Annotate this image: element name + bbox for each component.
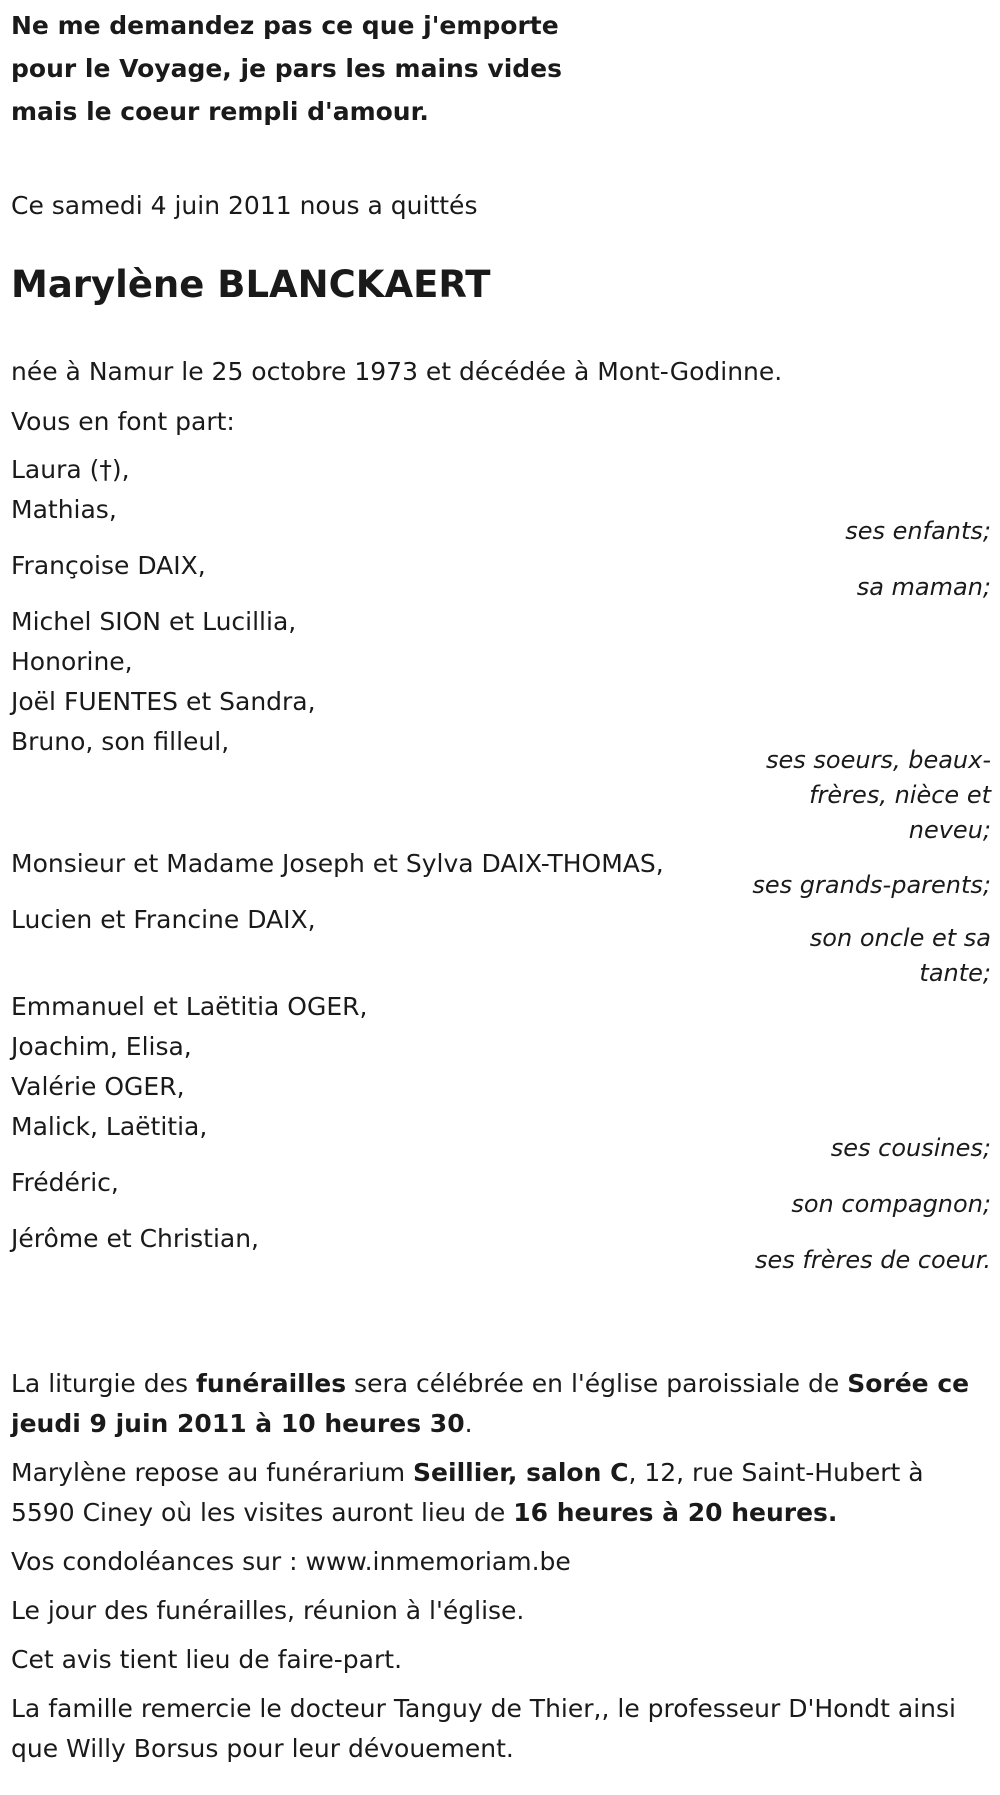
family-relation: ses enfants; (845, 517, 991, 545)
funeral-text: . (464, 1409, 473, 1438)
family-name: Emmanuel et Laëtitia OGER, (11, 992, 368, 1021)
rest-paragraph (11, 1453, 991, 1533)
rest-text: , 12, rue Saint-Hubert à 5590 Ciney où les visites auront lieu de (11, 1458, 924, 1527)
poem-line: pour le Voyage, je pars les mains vides (11, 54, 562, 83)
rest-text: Marylène repose au funérarium (11, 1458, 414, 1487)
family-relation: ses soeurs, beaux-frères, nièce et neveu; (766, 746, 991, 844)
closing-paragraphs (11, 1364, 991, 1778)
family-name: Mathias, (11, 495, 117, 524)
funeral-text: La liturgie des (11, 1369, 196, 1398)
family-group (11, 546, 991, 607)
family-group (11, 1219, 991, 1280)
family-name: Michel SION et Lucillia, (11, 607, 297, 636)
family-name: Malick, Laëtitia, (11, 1112, 208, 1141)
funeral-date: Sorée ce jeudi 9 juin 2011 à 10 heures 30 (11, 1369, 970, 1438)
family-group (11, 1163, 991, 1224)
poem-line: mais le coeur rempli d'amour. (11, 97, 429, 126)
poem (11, 4, 631, 133)
condolences-line: Vos condoléances sur : www.inmemoriam.be (11, 1547, 571, 1576)
family-name: Frédéric, (11, 1168, 119, 1197)
family-group (11, 987, 991, 1168)
family-relation: son oncle et sa tante; (809, 924, 991, 987)
family-group (11, 602, 991, 848)
family-name: Laura (†), (11, 455, 130, 484)
birth-line: née à Namur le 25 octobre 1973 et décédée à Mont-Godinne. (11, 357, 783, 386)
family-relation: ses cousines; (830, 1134, 991, 1162)
family-relation: sa maman; (856, 573, 991, 601)
family-relation: ses grands-parents; (752, 871, 991, 899)
family-relation: ses frères de coeur. (754, 1246, 991, 1274)
family-name: Françoise DAIX, (11, 551, 206, 580)
family-name: Bruno, son filleul, (11, 727, 230, 756)
thanks-paragraph: La famille remercie le docteur Tanguy de Thier,, le professeur D'Hondt ainsi que Willy Borsus pour leur dévouement. (11, 1694, 956, 1763)
death-date-line: Ce samedi 4 juin 2011 nous a quittés (11, 191, 478, 220)
funeral-text: sera célébrée en l'église paroissiale de (346, 1369, 848, 1398)
funeral-paragraph (11, 1364, 991, 1444)
family-name: Joachim, Elisa, (11, 1032, 192, 1061)
visiting-hours: 16 heures à 20 heures. (513, 1498, 838, 1527)
funeral-emphasis: funérailles (195, 1369, 347, 1398)
family-name: Joël FUENTES et Sandra, (11, 687, 316, 716)
family-list (11, 450, 991, 1280)
family-name: Lucien et Francine DAIX, (11, 905, 316, 934)
notice-line: Cet avis tient lieu de faire-part. (11, 1645, 403, 1674)
funeral-home-name: Seillier, salon C (413, 1458, 629, 1487)
family-name: Valérie OGER, (11, 1072, 185, 1101)
meeting-line: Le jour des funérailles, réunion à l'église. (11, 1596, 525, 1625)
family-group (11, 450, 991, 551)
family-relation: son compagnon; (791, 1190, 991, 1218)
family-group (11, 900, 991, 991)
family-name: Honorine, (11, 647, 133, 676)
poem-line: Ne me demandez pas ce que j'emporte (11, 11, 559, 40)
family-name: Monsieur et Madame Joseph et Sylva DAIX-THOMAS, (11, 849, 664, 878)
announcement-intro: Vous en font part: (11, 407, 235, 436)
deceased-name: Marylène BLANCKAERT (11, 263, 491, 306)
family-name: Jérôme et Christian, (11, 1224, 259, 1253)
family-group (11, 844, 991, 905)
